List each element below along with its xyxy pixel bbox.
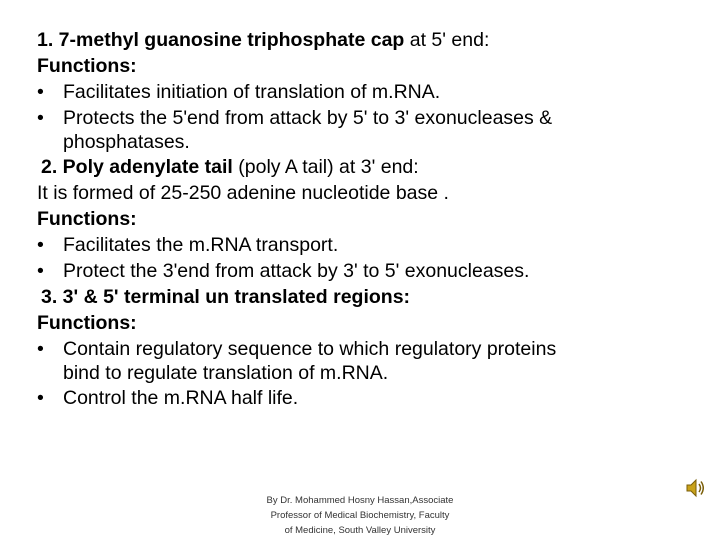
utr-bullet-2-text: Control the m.RNA half life.	[63, 387, 299, 409]
bullet-mark: •	[37, 234, 44, 256]
tail-heading	[37, 154, 697, 180]
tail-bullet-1-text: Facilitates the m.RNA transport.	[63, 234, 339, 256]
tail-description: It is formed of 25-250 adenine nucleotide base .	[37, 182, 449, 204]
footer-line-3: of Medicine, South Valley University	[284, 525, 436, 536]
cap-heading-rest: at 5' end:	[404, 29, 490, 51]
tail-bullet-1	[37, 232, 697, 258]
bullet-mark: •	[37, 81, 44, 103]
utr-bullet-2	[37, 385, 697, 411]
speaker-icon[interactable]	[684, 477, 706, 499]
utr-bullet-1-cont: bind to regulate translation of m.RNA.	[63, 362, 389, 384]
tail-heading-bold: 2. Poly adenylate tail	[41, 156, 233, 178]
bullet-mark: •	[37, 338, 44, 360]
utr-bullet-1-text: Contain regulatory sequence to which regulatory proteins	[63, 338, 557, 360]
bullet-mark: •	[37, 107, 44, 129]
cap-heading	[37, 27, 697, 53]
cap-bullet-1	[37, 79, 697, 105]
cap-heading-bold: 1. 7-methyl guanosine triphosphate cap	[37, 29, 405, 51]
tail-heading-rest: (poly A tail) at 3' end:	[232, 156, 419, 178]
utr-heading: 3. 3' & 5' terminal un translated regions:	[41, 286, 411, 308]
utr-bullet-1	[37, 336, 697, 362]
cap-bullet-2	[37, 105, 697, 131]
utr-functions-label: Functions:	[37, 312, 137, 334]
slide-content	[37, 27, 697, 411]
tail-functions-label: Functions:	[37, 208, 137, 230]
footer-line-2: Professor of Medical Biochemistry, Faculty	[270, 510, 450, 521]
cap-bullet-1-text: Facilitates initiation of translation of m.RNA.	[63, 81, 441, 103]
tail-bullet-2-text: Protect the 3'end from attack by 3' to 5' exonucleases.	[63, 260, 530, 282]
cap-bullet-2-cont: phosphatases.	[63, 131, 190, 153]
author-footer	[240, 493, 480, 538]
cap-bullet-2-text: Protects the 5'end from attack by 5' to 3' exonucleases &	[63, 107, 553, 129]
footer-line-1: By Dr. Mohammed Hosny Hassan,Associate	[266, 495, 454, 506]
bullet-mark: •	[37, 260, 44, 282]
bullet-mark: •	[37, 387, 44, 409]
cap-functions-label: Functions:	[37, 55, 137, 77]
tail-bullet-2	[37, 258, 697, 284]
